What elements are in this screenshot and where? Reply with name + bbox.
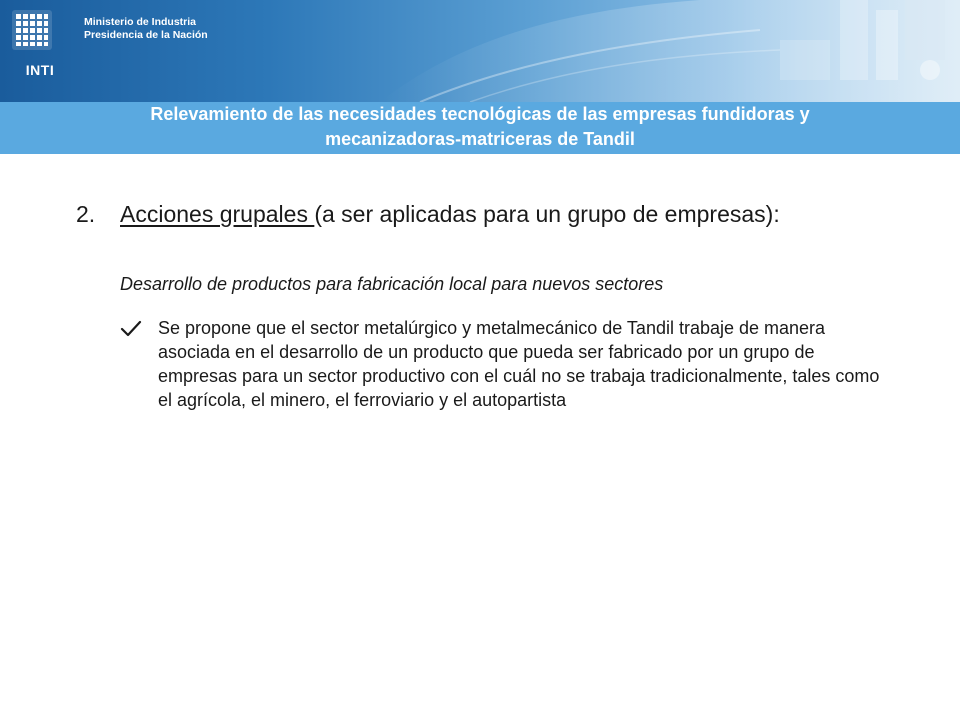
page-title <box>0 102 960 154</box>
checkmark-icon <box>120 320 142 338</box>
title-line-1: Relevamiento de las necesidades tecnológicas de las empresas fundidoras y <box>150 104 810 124</box>
logo-text: INTI <box>25 62 55 78</box>
section-heading-rest: (a ser aplicadas para un grupo de empresas): <box>314 201 780 227</box>
title-line-2: mecanizadoras-matriceras de Tandil <box>325 129 635 149</box>
inti-grid-logo-icon <box>12 10 52 50</box>
ministry-label <box>84 16 208 42</box>
section-number: 2. <box>76 201 96 227</box>
section-heading-underlined: Acciones grupales <box>120 201 315 227</box>
section-subtitle: Desarrollo de productos para fabricación local para nuevos sectores <box>120 274 664 294</box>
header-banner <box>0 0 960 102</box>
section-heading <box>76 201 780 228</box>
inti-logo <box>12 10 64 78</box>
ministry-line-1: Ministerio de Industria <box>84 16 197 28</box>
ministry-line-2: Presidencia de la Nación <box>84 29 208 41</box>
bullet-text: Se propone que el sector metalúrgico y metalmecánico de Tandil trabaje de manera asociada en el desarrollo de un producto que pueda ser fabricado por un grupo de empresas para un sector productivo con el cuál no se trabaja tradicionalmente, tales como el agrícola, el minero, el ferroviario y el autopartista <box>158 318 880 410</box>
